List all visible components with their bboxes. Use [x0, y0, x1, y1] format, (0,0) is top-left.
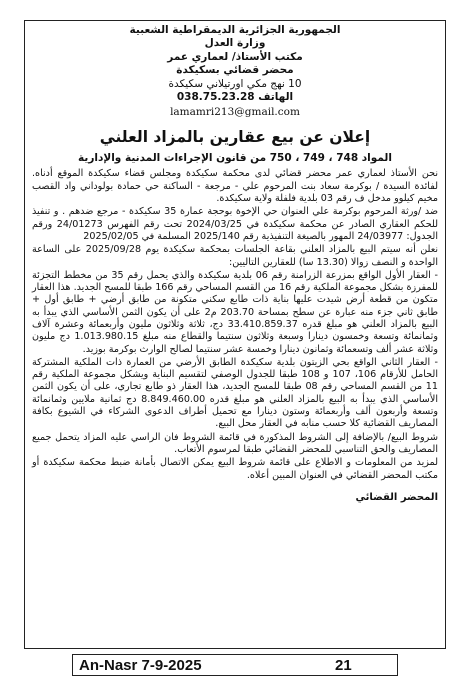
paragraph-defendants: ضد /ورثة المرحوم بوكرمة علي العنوان حي الإخوة بوحجة عمارة 35 سكيكدة - مرجع ضدهم . و تنفيذ للحكم العقاري الصادر عن محكمة سكيكدة في 2024/03/25 تحت رقم الفهرس 24/01273 ورقم الجدول: 24/03977 المهور بالصيغة التنفيذية رقم 2025/140 المسلمة في 2025/02/05 [32, 206, 438, 242]
paragraph-property-two: - العقار الثاني الواقع بحي الزيتون بلدية سكيكدة الطابق الأرضي من العمارة ذات الملكية المشتركة الحامل للأرقام 106، 107 و 108 طبقا للجدول الوصفي لتقسيم البناية ويشكل مجموعة الملكية رقم 11 من القسم المساحي رقم 08 طبقا للمسح الجديد، هذا العقار ذو طابع تجاري، على أن يكون الثمن الأساسي الذي يبدأ به البيع بالمزاد العلني هو مبلغ قدره 8.849.460.00 دج ثمانية ملايين وثمانمائة وتسعة وأربعون ألف وأربعمائة وستون دينارا مع تحميل أطراف الدعوى الشركاء في الشيوع بكافة المصاريف القضائية كلا حسب منابه في العقار محل البيع. [32, 356, 438, 430]
publication-date: An-Nasr 7-9-2025 [79, 657, 202, 674]
paragraph-sale-conditions: شروط البيع/ بالإضافة إلى الشروط المذكورة في قائمة الشروط فان الراسي عليه المزاد يتحمل جميع المصاريف والحق التناسبي للمحضر القضائي طبقا لمرسوم الأتعاب. [32, 431, 438, 455]
letterhead-role: محضر قضائي بسكيكدة [176, 64, 294, 77]
signature: المحضر القضائي [355, 491, 438, 503]
letterhead-address: 10 نهج مكي اورتيلاني سكيكدة [168, 77, 302, 90]
page-number: 21 [335, 657, 352, 674]
paragraph-property-one: - العقار الأول الواقع بمزرعة الزرامنة رقم 06 بلدية سكيكدة والذي يحمل رقم 35 من مخطط التجزئة للمفرزة بشكل مجموعة الملكية رقم 16 من القسم المساحي رقم 166 طبقا للمسح الجديد. هذا العقار متكون من قطعة أرض شيدت عليها بناية ذات طابع سكني متكونة من طابق أرضي + طابق أول + طابق ثاني جزء منه عبارة عن سطح بمساحة 203.70 م2 على أن يكون الثمن الأساسي الذي يبدأ به البيع بالمزاد العلني هو مبلغ قدره 33.410.859.37 دج، ثلاثة وثلاثون مليون وأربعمائة وعشرة آلاف وثمانمائة وتسعة وخمسون دينارا وسبعة وثلاثون سنتيما والقطاع منه مبلغ 1.013.980.15 دج مليون وثلاثة عشر ألف وتسعمائة وثمانون دينارا وخمسة عشر سنتيما لصالح الوارث بوكرمة بوزيد. [32, 269, 439, 355]
notice-subtitle: المواد 748 ، 749 ، 750 من قانون الإجراءات المدنية والإدارية [78, 152, 392, 165]
page-footer [72, 654, 398, 676]
notice-content [32, 24, 438, 503]
letterhead-republic: الجمهورية الجزائرية الديمقراطية الشعبية [129, 24, 341, 36]
letterhead-ministry: وزارة العدل [204, 37, 266, 50]
notice-title: إعلان عن بيع عقارين بالمزاد العلني [99, 128, 371, 147]
letterhead-office: مكتب الأستاذ/ لعماري عمر [167, 50, 303, 63]
paragraph-auction-date: نعلن أنه سيتم البيع بالمزاد العلني بقاعة الجلسات بمحكمة سكيكدة يوم 2025/09/28 على الساعة الواحدة و النصف زوالا (13.30 سا) للعقارين التاليين: [32, 244, 439, 268]
letterhead-phone: الهاتف 038.75.23.28 [176, 91, 294, 104]
letterhead [32, 24, 438, 104]
paragraph-plaintiff: نحن الأستاذ لعماري عمر محضر قضائي لدى محكمة سكيكدة ومجلس قضاء سكيكدة الموقع أدناه. لفائدة السيدة / بوكرمة سعاد بنت المرحوم علي - مرجعة - الساكنة حي حمادة بولوداني واد القصب مخيم كيلوو مدخل ف رقم 03 بلدية فلفلة ولاية سكيكدة. [32, 168, 438, 205]
letterhead-email: lamamri213@gmail.com [170, 106, 300, 119]
paragraph-contact: لمزيد من المعلومات و الاطلاع على قائمة شروط البيع يمكن الاتصال بأمانة ضبط محكمة سكيكدة أو مكتب المحضر القضائي في العنوان المبين أعلاه. [32, 457, 438, 481]
